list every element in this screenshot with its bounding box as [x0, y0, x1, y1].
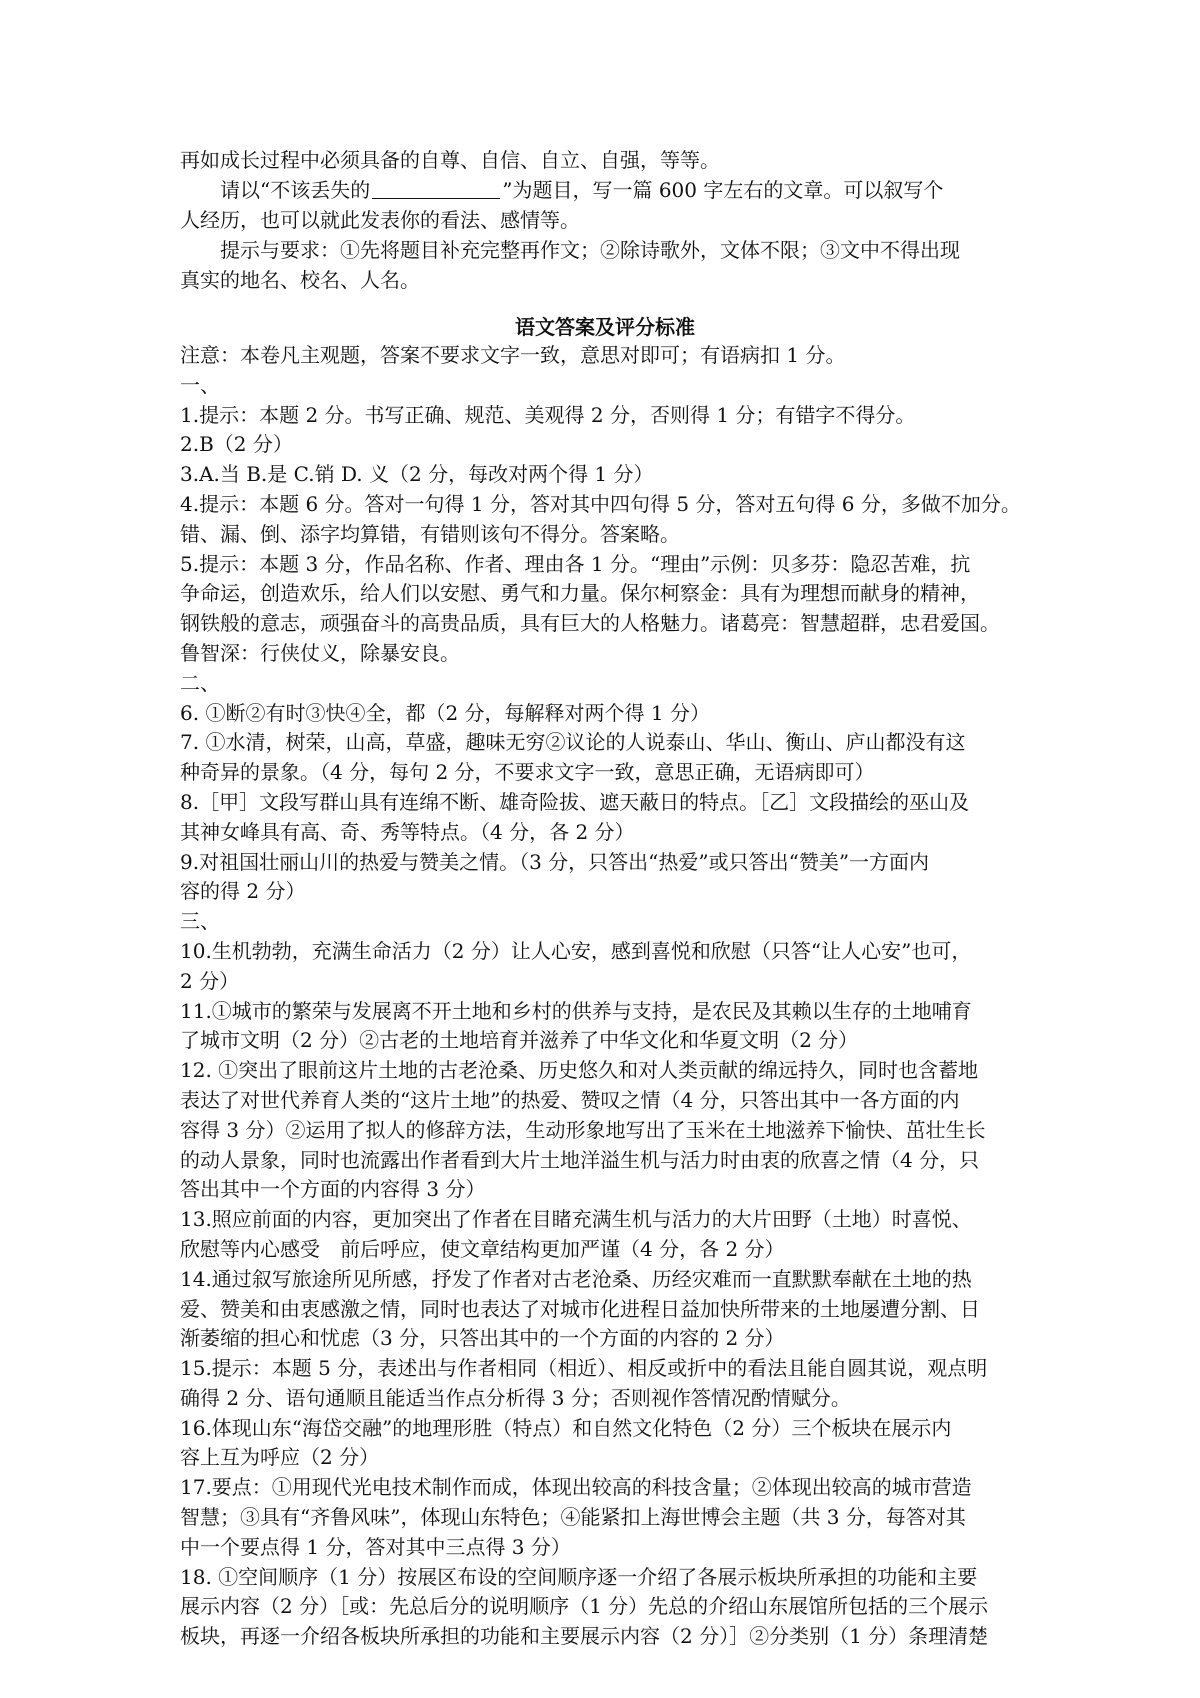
answer-line: 渐萎缩的担心和忧虑（3 分，只答出其中的一个方面的内容的 2 分） — [180, 1326, 785, 1351]
essay-line — [180, 175, 1030, 205]
answer-line: 2.B（2 分） — [180, 432, 293, 457]
answer-line: 了城市文明（2 分）②古老的土地培育并滋养了中华文化和华夏文明（2 分） — [180, 1028, 859, 1053]
answer-line: 容上互为呼应（2 分） — [180, 1445, 380, 1470]
answer-line: 鲁智深：行侠仗义，除暴安良。 — [180, 640, 460, 665]
answers-title: 语文答案及评分标准 — [515, 315, 695, 339]
answer-line: 二、 — [180, 670, 220, 695]
answer-line: 的动人景象，同时也流露出作者看到大片土地洋溢生机与活力时由衷的欣喜之情（4 分，只 — [180, 1147, 980, 1172]
answer-line: 2 分） — [180, 968, 240, 993]
answer-line: 3.A.当 B.是 C.销 D. 义（2 分，每改对两个得 1 分） — [180, 462, 654, 487]
answer-line: 10.生机勃勃，充满生命活力（2 分）让人心安，感到喜悦和欣慰（只答“让人心安”也可， — [180, 938, 972, 963]
answer-line: 15.提示：本题 5 分，表述出与作者相同（相近）、相反或折中的看法且能自圆其说，观点明 — [180, 1356, 988, 1381]
answer-line: 4.提示：本题 6 分。答对一句得 1 分，答对其中四句得 5 分，答对五句得 6 分，多做不加分。 — [180, 491, 1021, 516]
answer-line: 欣慰等内心感受 前后呼应，使文章结构更加严谨（4 分，各 2 分） — [180, 1236, 785, 1261]
answer-line: 12. ①突出了眼前这片土地的古老沧桑、历史悠久和对人类贡献的绵远持久，同时也含蓄地 — [180, 1058, 979, 1083]
answer-line: 13.照应前面的内容，更加突出了作者在目睹充满生机与活力的大片田野（土地）时喜悦、 — [180, 1207, 972, 1232]
answer-line: 确得 2 分、语句通顺且能适当作点分析得 3 分；否则视作答情况酌情赋分。 — [180, 1385, 851, 1410]
answer-line: 6. ①断②有时③快④全，都（2 分，每解释对两个得 1 分） — [180, 700, 710, 725]
answer-line: 其神女峰具有高、奇、秀等特点。（4 分，各 2 分） — [180, 819, 635, 844]
answer-line: 一、 — [180, 372, 220, 397]
answer-line: 爱、赞美和由衷感激之情，同时也表达了对城市化进程日益加快所带来的土地屡遭分割、日 — [180, 1296, 980, 1321]
answer-line: 9.对祖国壮丽山川的热爱与赞美之情。（3 分，只答出“热爱”或只答出“赞美”一方面内 — [180, 849, 930, 874]
answer-line: 智慧；③具有“齐鲁风味”，体现山东特色；④能紧扣上海世博会主题（共 3 分，每答对其 — [180, 1505, 966, 1530]
answer-line: 注意：本卷凡主观题，答案不要求文字一致，意思对即可；有语病扣 1 分。 — [180, 343, 846, 367]
essay-line: 真实的地名、校名、人名。 — [180, 268, 420, 292]
answer-line: 11.①城市的繁荣与发展离不开土地和乡村的供养与支持，是农民及其赖以生存的土地哺育 — [180, 998, 972, 1023]
answer-line: 14.通过叙写旅途所见所感，抒发了作者对古老沧桑、历经灾难而一直默默奉献在土地的热 — [180, 1266, 972, 1291]
answer-line: 17.要点：①用现代光电技术制作而成，体现出较高的科技含量；②体现出较高的城市营造 — [180, 1475, 972, 1500]
answer-line: 表达了对世代养育人类的“这片土地”的热爱、赞叹之情（4 分，只答出其中一各方面的内 — [180, 1087, 960, 1112]
essay-line: 再如成长过程中必须具备的自尊、自信、自立、自强，等等。 — [180, 148, 720, 172]
answer-line: 错、漏、倒、添字均算错，有错则该句不得分。答案略。 — [180, 521, 680, 546]
title-blank — [372, 178, 500, 199]
essay-line: 提示与要求：①先将题目补充完整再作文；②除诗歌外，文体不限；③文中不得出现 — [220, 238, 960, 262]
answer-line: 板块，再逐一介绍各板块所承担的功能和主要展示内容（2 分）］②分类别（1 分）条理清楚 — [180, 1624, 989, 1649]
answer-line: 钢铁般的意志，顽强奋斗的高贵品质，具有巨大的人格魅力。诸葛亮：智慧超群，忠君爱国。 — [180, 611, 1000, 636]
essay-line-part: 请以“不该丢失的 — [220, 178, 371, 202]
answer-line: 答出其中一个方面的内容得 3 分） — [180, 1177, 486, 1202]
answer-line: 7. ①水清，树荣，山高，草盛，趣味无穷②议论的人说泰山、华山、衡山、庐山都没有这 — [180, 730, 966, 755]
answer-line: 8.［甲］文段写群山具有连绵不断、雄奇险拔、遮天蔽日的特点。［乙］文段描绘的巫山及 — [180, 789, 970, 814]
answer-line: 中一个要点得 1 分，答对其中三点得 3 分） — [180, 1534, 571, 1559]
essay-line-part: ”为题目，写一篇 600 字左右的文章。可以叙写个 — [502, 178, 944, 202]
answer-line: 三、 — [180, 909, 220, 934]
answer-line: 种奇异的景象。（4 分，每句 2 分，不要求文字一致，意思正确，无语病即可） — [180, 760, 875, 785]
essay-prompt — [180, 145, 1030, 295]
answer-line: 1.提示：本题 2 分。书写正确、规范、美观得 2 分，否则得 1 分；有错字不得分。 — [180, 402, 916, 427]
answers-body — [180, 341, 1030, 1652]
answer-line: 18. ①空间顺序（1 分）按展区布设的空间顺序逐一介绍了各展示板块所承担的功能和主要 — [180, 1564, 978, 1589]
answer-line: 容的得 2 分） — [180, 879, 306, 904]
answer-line: 5.提示：本题 3 分，作品名称、作者、理由各 1 分。“理由”示例：贝多芬：隐忍苦难，抗 — [180, 551, 971, 576]
answer-line: 争命运，创造欢乐，给人们以安慰、勇气和力量。保尔柯察金：具有为理想而献身的精神， — [180, 581, 980, 606]
answer-line: 展示内容（2 分）［或：先总后分的说明顺序（1 分）先总的介绍山东展馆所包括的三个展示 — [180, 1594, 989, 1619]
answer-line: 容得 3 分）②运用了拟人的修辞方法，生动形象地写出了玉米在土地滋养下愉快、茁壮生长 — [180, 1117, 986, 1142]
essay-line: 人经历，也可以就此发表你的看法、感情等。 — [180, 208, 580, 232]
answer-line: 16.体现山东“海岱交融”的地理形胜（特点）和自然文化特色（2 分）三个板块在展示内 — [180, 1415, 952, 1440]
